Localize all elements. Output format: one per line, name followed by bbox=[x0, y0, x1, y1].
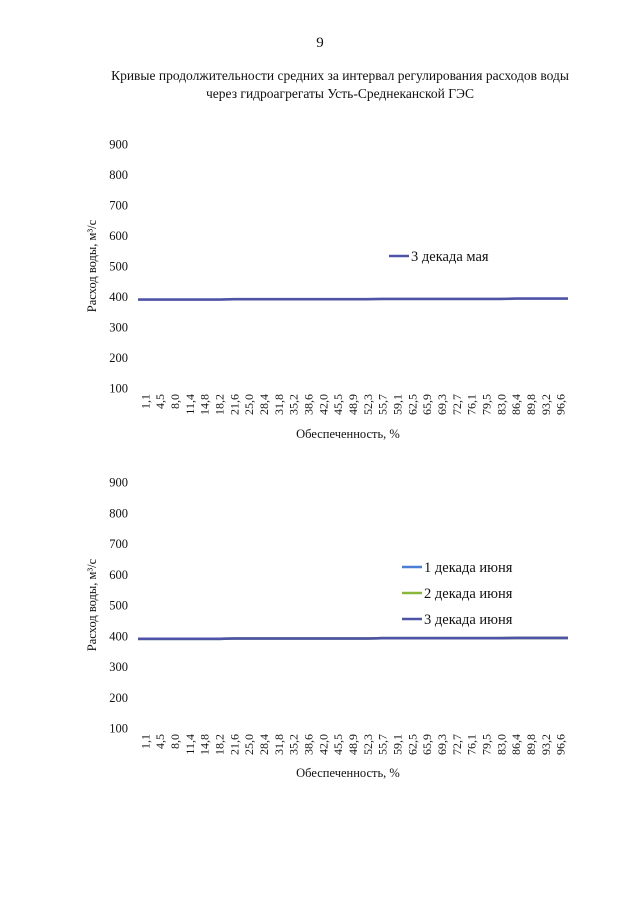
x-tick-label: 14,8 bbox=[197, 394, 212, 415]
legend-label: 3 декада мая bbox=[411, 249, 489, 265]
y-tick-label: 600 bbox=[109, 567, 128, 582]
x-tick-label: 76,1 bbox=[464, 734, 479, 755]
y-tick-label: 400 bbox=[109, 629, 128, 644]
x-tick-label: 59,1 bbox=[390, 394, 405, 415]
x-tick-label: 4,5 bbox=[153, 394, 168, 409]
chart-june bbox=[0, 470, 640, 790]
x-tick-label: 59,1 bbox=[390, 734, 405, 755]
x-tick-label: 72,7 bbox=[449, 734, 464, 755]
x-axis-title: Обеспеченность, % bbox=[296, 427, 400, 441]
x-tick-label: 83,0 bbox=[494, 734, 509, 755]
y-tick-label: 600 bbox=[109, 229, 128, 243]
x-tick-label: 55,7 bbox=[375, 734, 390, 755]
legend-label: 1 декада июня bbox=[424, 560, 513, 576]
y-tick-label: 900 bbox=[109, 475, 128, 490]
x-tick-label: 8,0 bbox=[168, 394, 183, 409]
y-tick-label: 700 bbox=[109, 198, 128, 213]
x-tick-label: 76,1 bbox=[464, 394, 479, 415]
y-tick-label: 400 bbox=[109, 290, 128, 304]
x-tick-label: 48,9 bbox=[346, 734, 360, 755]
y-tick-label: 700 bbox=[109, 537, 128, 551]
title-line-2: через гидроагрегаты Усть-Среднеканской ГЭС bbox=[206, 86, 474, 101]
x-tick-label: 79,5 bbox=[479, 394, 494, 415]
x-tick-label: 31,8 bbox=[271, 394, 286, 415]
chart-may bbox=[0, 135, 640, 445]
x-tick-label: 35,2 bbox=[286, 394, 301, 415]
x-tick-label: 28,4 bbox=[257, 734, 272, 755]
x-tick-label: 45,5 bbox=[331, 394, 346, 415]
y-axis-title: Расход воды, м³/с bbox=[85, 558, 99, 652]
y-tick-label: 500 bbox=[109, 598, 128, 613]
x-axis-title: Обеспеченность, % bbox=[296, 766, 400, 780]
y-tick-label: 100 bbox=[109, 381, 128, 396]
y-tick-label: 200 bbox=[109, 351, 128, 365]
y-tick-label: 100 bbox=[109, 721, 128, 736]
y-tick-label: 500 bbox=[109, 259, 128, 274]
x-tick-label: 65,9 bbox=[420, 734, 435, 755]
x-tick-label: 21,6 bbox=[227, 734, 242, 755]
x-tick-label: 72,7 bbox=[449, 394, 464, 415]
x-tick-label: 1,1 bbox=[138, 394, 153, 409]
legend-label: 3 декада июня bbox=[424, 612, 513, 628]
title-line-1: Кривые продолжительности средних за интервал регулирования расходов воды bbox=[111, 68, 569, 83]
x-tick-label: 38,6 bbox=[301, 394, 316, 415]
legend-label: 2 декада июня bbox=[424, 586, 513, 602]
x-tick-label: 42,0 bbox=[316, 394, 331, 415]
y-tick-label: 800 bbox=[109, 168, 128, 182]
x-tick-label: 18,2 bbox=[212, 394, 227, 415]
x-tick-label: 25,0 bbox=[242, 394, 257, 415]
x-tick-label: 69,3 bbox=[434, 734, 449, 755]
x-tick-label: 52,3 bbox=[360, 734, 375, 755]
x-tick-label: 96,6 bbox=[553, 394, 568, 415]
x-tick-label: 38,6 bbox=[301, 734, 316, 755]
x-tick-label: 65,9 bbox=[420, 394, 435, 415]
x-tick-label: 48,9 bbox=[346, 394, 360, 415]
x-tick-label: 96,6 bbox=[553, 734, 568, 755]
x-tick-label: 11,4 bbox=[182, 734, 197, 755]
x-tick-label: 93,2 bbox=[538, 394, 553, 415]
x-tick-label: 45,5 bbox=[331, 734, 346, 755]
y-tick-label: 300 bbox=[109, 320, 128, 335]
x-tick-label: 8,0 bbox=[168, 734, 183, 749]
x-tick-label: 93,2 bbox=[538, 734, 553, 755]
x-tick-label: 62,5 bbox=[405, 734, 420, 755]
x-tick-label: 89,8 bbox=[523, 394, 538, 415]
x-tick-label: 4,5 bbox=[153, 734, 168, 749]
page-number: 9 bbox=[316, 35, 324, 51]
x-tick-label: 62,5 bbox=[405, 394, 420, 415]
x-tick-label: 79,5 bbox=[479, 734, 494, 755]
series-line bbox=[138, 638, 568, 639]
x-tick-label: 1,1 bbox=[138, 734, 153, 749]
x-tick-label: 21,6 bbox=[227, 394, 242, 415]
x-tick-label: 31,8 bbox=[271, 734, 286, 755]
x-tick-label: 42,0 bbox=[316, 734, 331, 755]
y-tick-label: 300 bbox=[109, 660, 128, 674]
x-tick-label: 25,0 bbox=[242, 734, 257, 755]
x-tick-label: 28,4 bbox=[257, 394, 272, 415]
series-line bbox=[138, 299, 568, 300]
x-tick-label: 18,2 bbox=[212, 734, 227, 755]
y-tick-label: 200 bbox=[109, 690, 128, 705]
y-axis-title: Расход воды, м³/с bbox=[85, 219, 99, 313]
x-tick-label: 55,7 bbox=[375, 394, 390, 415]
y-tick-label: 900 bbox=[109, 137, 128, 152]
x-tick-label: 83,0 bbox=[494, 394, 509, 416]
x-tick-label: 86,4 bbox=[509, 734, 524, 755]
x-tick-label: 86,4 bbox=[509, 394, 524, 415]
x-tick-label: 14,8 bbox=[197, 734, 212, 755]
x-tick-label: 11,4 bbox=[182, 394, 197, 415]
x-tick-label: 52,3 bbox=[360, 394, 375, 415]
x-tick-label: 89,8 bbox=[523, 734, 538, 755]
x-tick-label: 69,3 bbox=[434, 394, 449, 415]
y-tick-label: 800 bbox=[109, 506, 128, 521]
x-tick-label: 35,2 bbox=[286, 734, 301, 755]
page-title bbox=[60, 67, 620, 103]
